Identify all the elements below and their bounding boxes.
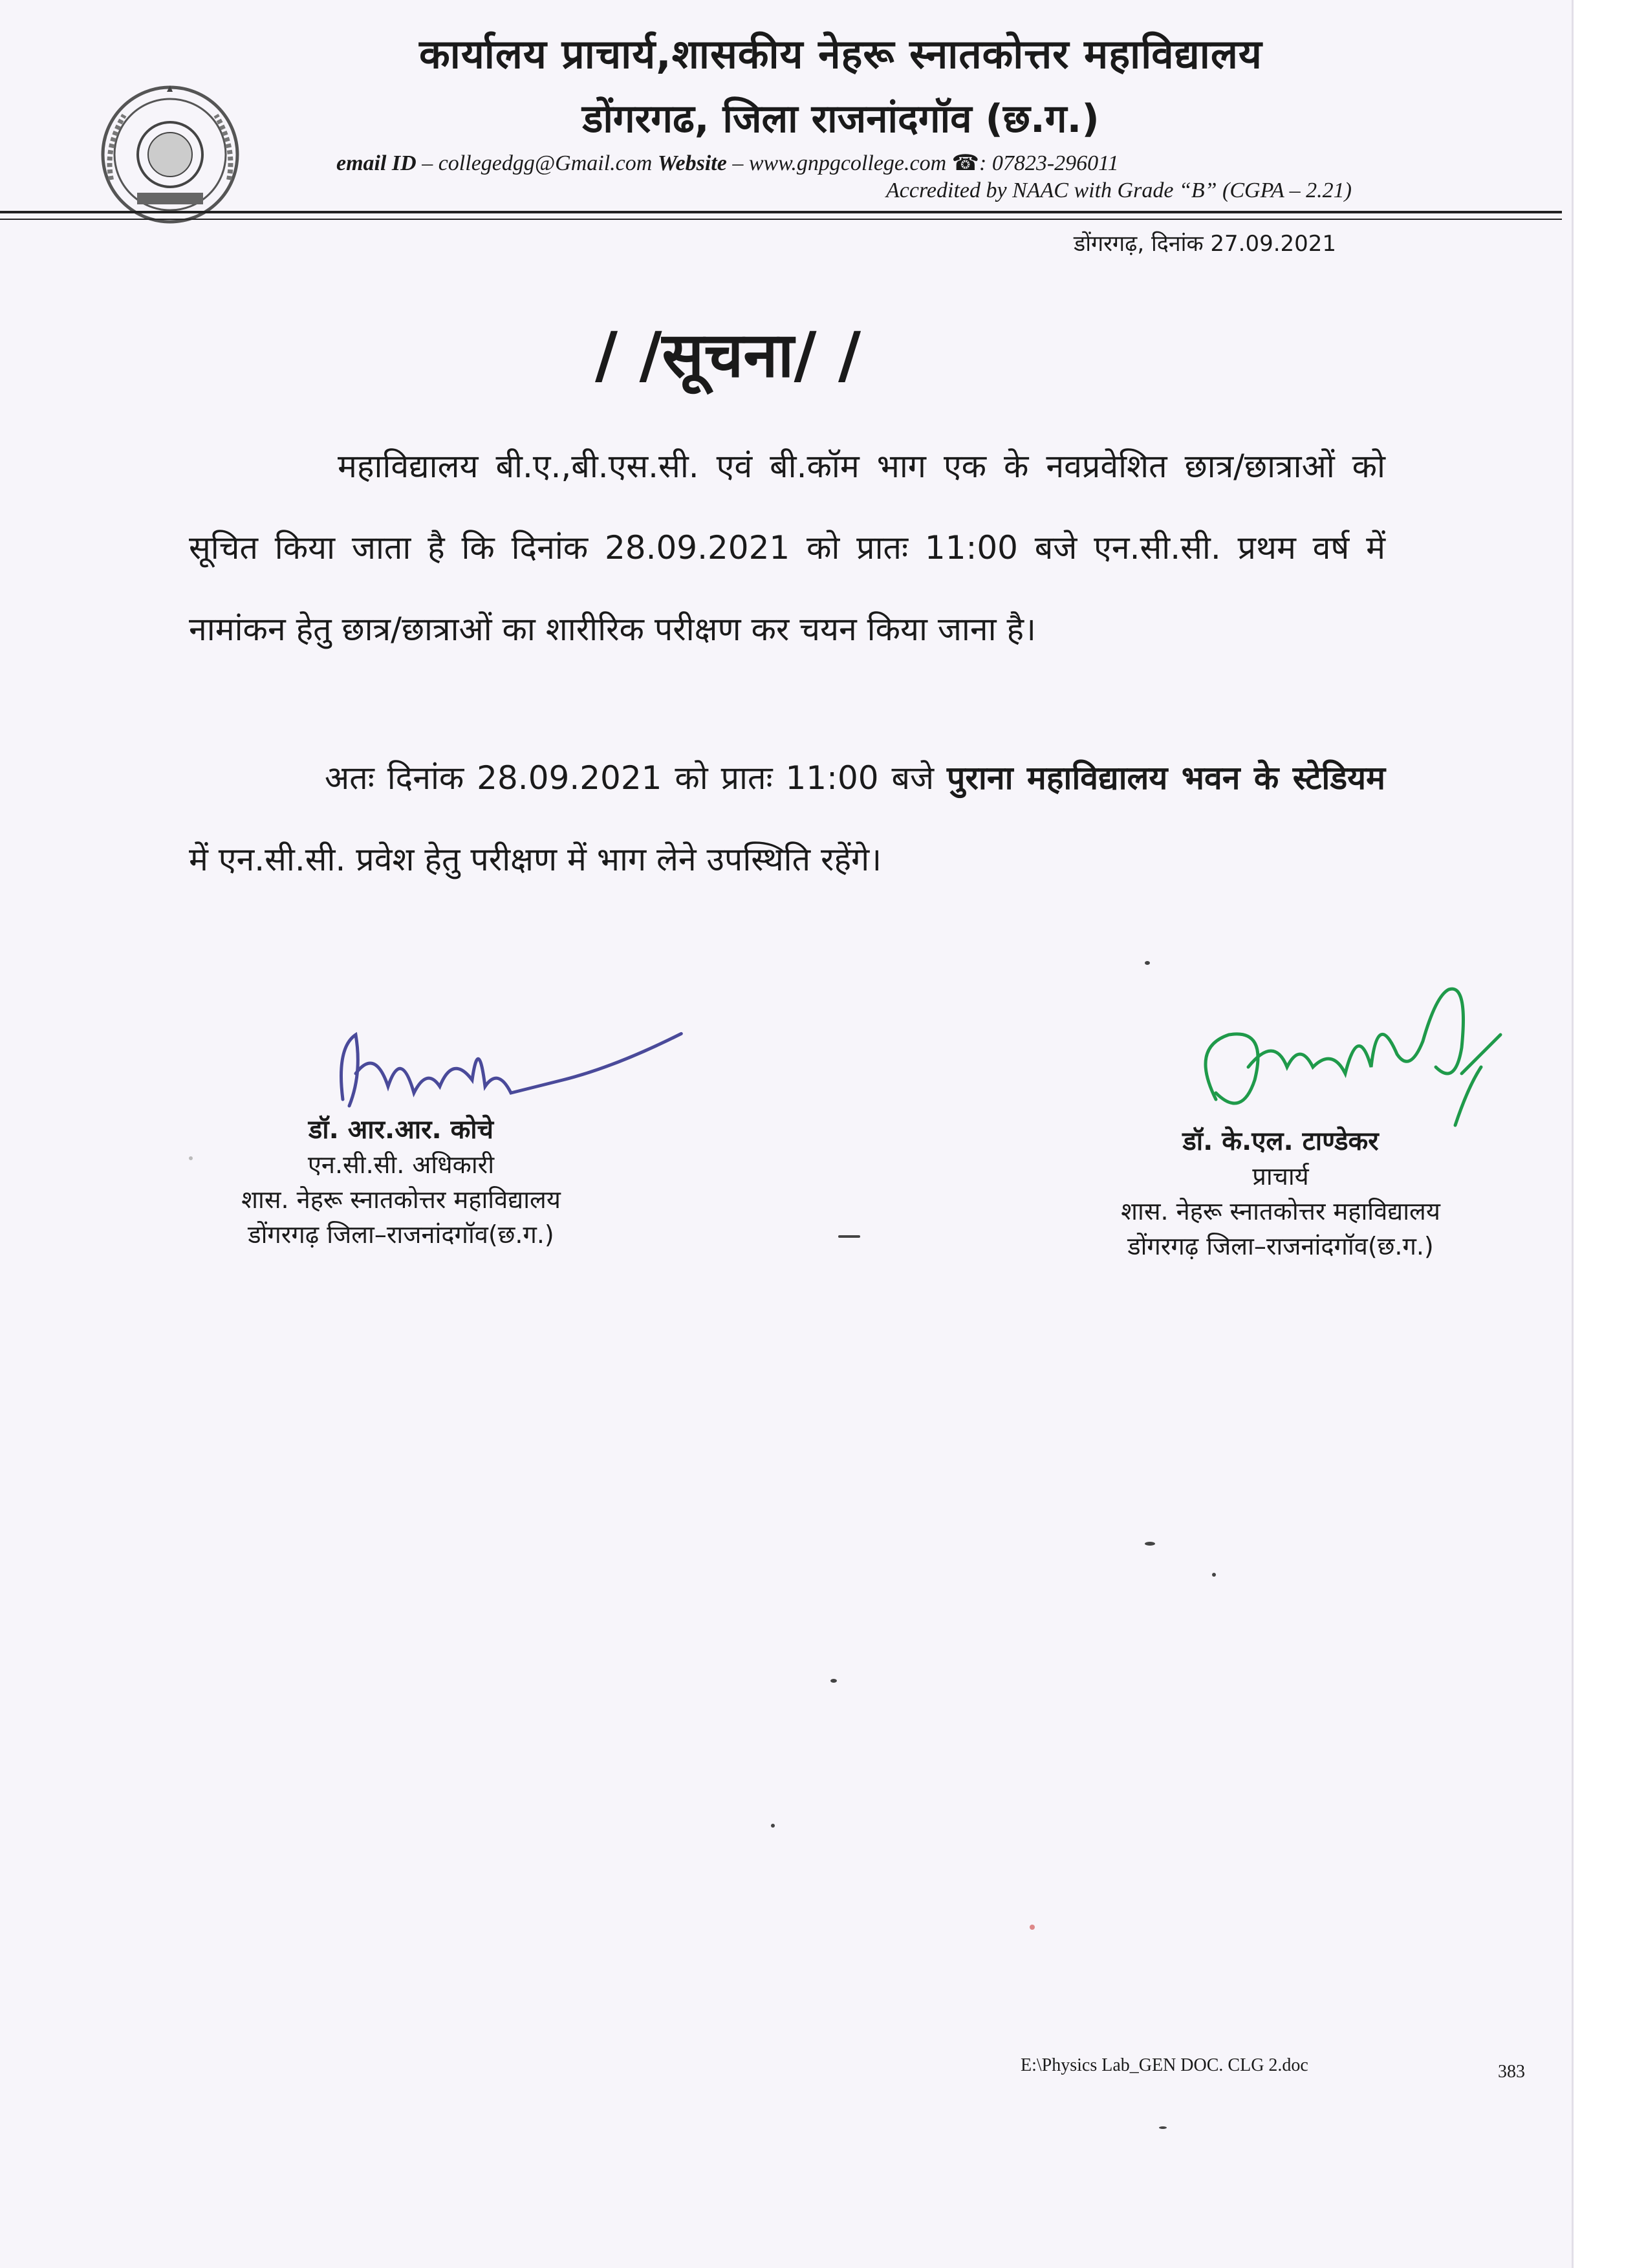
email-value: – collegedgg@Gmail.com [422,151,653,175]
scan-speck [1030,1925,1035,1930]
signatory-left-location: डोंगरगढ़ जिला–राजनांदगॉव(छ.ग.) [248,1220,554,1249]
para2-before: अतः दिनांक 28.09.2021 को प्रातः 11:00 बजे [325,759,947,797]
header-rule-thin [0,219,1562,220]
signatory-right-location: डोंगरगढ़ जिला–राजनांदगॉव(छ.ग.) [1127,1232,1434,1260]
signatory-left [155,1112,647,1252]
signatory-left-designation: एन.सी.सी. अधिकारी [307,1150,495,1179]
footer-file-path: E:\Physics Lab_GEN DOC. CLG 2.doc [1021,2055,1308,2075]
phone-number: : 07823-296011 [979,151,1119,175]
scan-speck [838,1235,860,1238]
signatory-right-institution: शास. नेहरू स्नातकोत्तर महाविद्यालय [1121,1197,1440,1226]
signatory-left-name: डॉ. आर.आर. कोचे [308,1115,494,1145]
header-rule-thick [0,211,1562,213]
signature-left-icon [317,1009,705,1119]
body-paragraph-1: महाविद्यालय बी.ए.,बी.एस.सी. एवं बी.कॉम भाग एक के नवप्रवेशित छात्र/छात्राओं को सूचित किया जाता है कि दिनांक 28.09.2021 को प्रातः 11:00 बजे एन.सी.सी. प्रथम वर्ष में नामांकन हेतु छात्र/छात्राओं का शारीरिक परीक्षण कर चयन किया जाना है। [189,448,1385,648]
scan-speck [771,1824,775,1828]
website-label: Website [657,151,727,175]
header-contact [336,150,1119,176]
scan-speck [189,1156,193,1160]
signatory-right-designation: प्राचार्य [1252,1162,1309,1191]
scan-speck [1145,961,1150,965]
website-value: – www.gnpgcollege.com [732,151,947,175]
header-title-line2: डोंगरगढ, जिला राजनांदगॉव (छ.ग.) [582,96,1099,142]
header-title-line1: कार्यालय प्राचार्य,शासकीय नेहरू स्नातकोत्तर महाविद्यालय [419,30,1262,78]
para2-venue: पुराना महाविद्यालय भवन के स्टेडियम [947,759,1385,797]
scan-speck [1145,1542,1155,1546]
accreditation-text: Accredited by NAAC with Grade “B” (CGPA – 2.21) [886,178,1352,202]
scan-speck [1159,2126,1167,2129]
para2-after: में एन.सी.सी. प्रवेश हेतु परीक्षण में भाग लेने उपस्थिति रहेंगे। [189,841,882,878]
footer-page-number: 383 [1498,2062,1525,2082]
notice-heading: / /सूचना/ / [595,319,861,391]
signatory-left-institution: शास. नेहरू स्नातकोत्तर महाविद्यालय [241,1185,561,1214]
email-label: email ID [336,151,417,175]
document-date: डोंगरगढ़, दिनांक 27.09.2021 [1074,231,1337,257]
body-paragraph-2 [189,737,1385,900]
signatory-right-name: डॉ. के.एल. टाण्डेकर [1182,1127,1379,1156]
scan-speck [830,1679,837,1683]
college-seal-icon [98,83,242,226]
scan-speck [1212,1573,1216,1577]
signatory-right [1022,1124,1539,1264]
phone-icon: ☎ [951,151,980,175]
